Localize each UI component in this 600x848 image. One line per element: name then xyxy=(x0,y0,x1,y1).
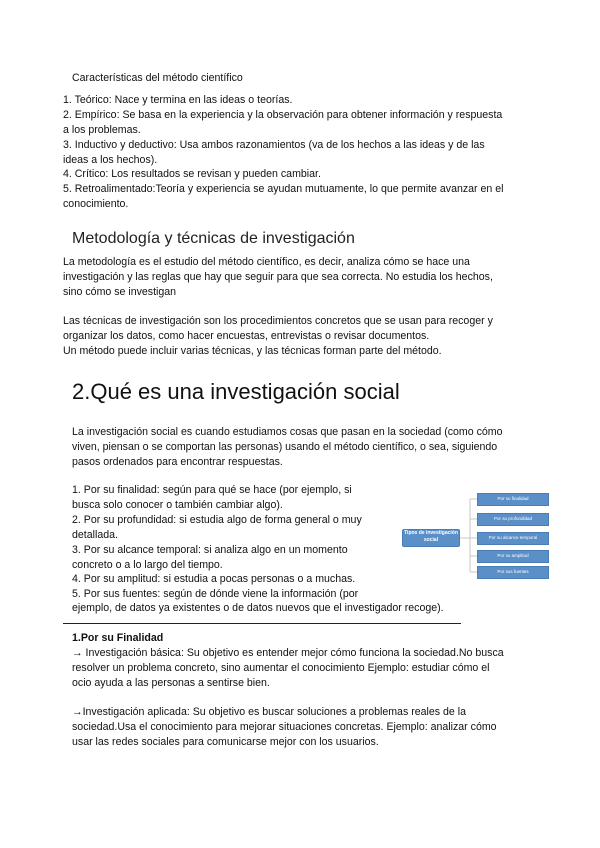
social-research-heading: 2.Qué es una investigación social xyxy=(72,379,400,404)
diagram-branch-amplitud: Por su amplitud xyxy=(477,550,549,563)
methodology-heading: Metodología y técnicas de investigación xyxy=(72,230,355,247)
characteristics-line-7: 5. Retroalimentado:Teoría y experiencia se ayudan mutuamente, lo que permite avanzar en el xyxy=(63,183,504,195)
applied-research-line-3: usar las redes sociales para comunicarse mejor con los usuarios. xyxy=(72,736,379,748)
characteristics-line-5: ideas a los hechos). xyxy=(63,154,158,166)
characteristics-line-2: 2. Empírico: Se basa en la experiencia y la observación para obtener información y respuesta xyxy=(63,109,503,121)
types-list-line-6: concreto o a lo largo del tiempo. xyxy=(72,559,223,571)
methodology-para2-line-2: organizar los datos, como hacer encuestas, entrevistas o revisar documentos. xyxy=(63,330,430,342)
social-research-intro-line-3: pasos ordenados para encontrar respuestas. xyxy=(72,456,283,468)
methodology-para1-line-2: investigación y las reglas que hay que seguir para que sea correcta. No estudia los hechos, xyxy=(63,271,493,283)
types-list-line-1: 1. Por su finalidad: según para qué se hace (por ejemplo, si xyxy=(72,484,352,496)
methodology-para2-line-1: Las técnicas de investigación son los procedimientos concretos que se usan para recoger y xyxy=(63,315,493,327)
basic-research-line-1: → Investigación básica: Su objetivo es entender mejor cómo funciona la sociedad.No busca xyxy=(72,647,504,659)
social-research-intro-line-1: La investigación social es cuando estudiamos cosas que pasan en la sociedad (como cómo xyxy=(72,426,503,438)
characteristics-line-6: 4. Crítico: Los resultados se revisan y pueden cambiar. xyxy=(63,168,321,180)
basic-research-line-3: ocio ayuda a las personas a sentirse bien. xyxy=(72,677,270,689)
basic-research-line-2: resolver un problema concreto, sino aumentar el conocimiento Ejemplo: estudiar cómo el xyxy=(72,662,490,674)
types-list-line-7: 4. Por su amplitud: si estudia a pocas personas o a muchas. xyxy=(72,573,356,585)
social-research-intro-line-2: viven, piensan o se comportan las personas) usando el método científico, o sea, siguiendo xyxy=(72,441,498,453)
applied-research-line-1: →Investigación aplicada: Su objetivo es buscar soluciones a problemas reales de la xyxy=(72,706,466,718)
characteristics-line-8: conocimiento. xyxy=(63,198,129,210)
types-list-line-3: 2. Por su profundidad: si estudia algo de forma general o muy xyxy=(72,514,362,526)
diagram-main-node: Tipos de investigación social xyxy=(402,529,460,547)
types-list-line-2: busca solo conocer o también cambiar algo). xyxy=(72,499,283,511)
horizontal-rule xyxy=(63,623,461,624)
research-types-diagram xyxy=(402,488,550,583)
characteristics-heading: Características del método científico xyxy=(72,72,243,84)
characteristics-line-1: 1. Teórico: Nace y termina en las ideas o teorías. xyxy=(63,94,293,106)
diagram-branch-profundidad: Por su profundidad xyxy=(477,513,549,526)
methodology-para1-line-1: La metodología es el estudio del método científico, es decir, analiza cómo se hace una xyxy=(63,256,470,268)
purpose-heading: 1.Por su Finalidad xyxy=(72,632,164,644)
methodology-para2-line-3: Un método puede incluir varias técnicas, y las técnicas forman parte del método. xyxy=(63,345,442,357)
diagram-branch-finalidad: Por su finalidad xyxy=(477,493,549,506)
characteristics-line-4: 3. Inductivo y deductivo: Usa ambos razonamientos (va de los hechos a las ideas y de las xyxy=(63,139,485,151)
types-list-line-5: 3. Por su alcance temporal: si analiza algo en un momento xyxy=(72,544,348,556)
characteristics-line-3: a los problemas. xyxy=(63,124,141,136)
methodology-para1-line-3: sino cómo se investigan xyxy=(63,286,177,298)
types-list-line-4: detallada. xyxy=(72,529,118,541)
applied-research-line-2: sociedad.Usa el conocimiento para mejorar situaciones concretas. Ejemplo: analizar cómo xyxy=(72,721,497,733)
types-list-line-9: ejemplo, de datos ya existentes o de datos nuevos que el investigador recoge). xyxy=(72,602,444,614)
types-list-line-8: 5. Por sus fuentes: según de dónde viene la información (por xyxy=(72,588,359,600)
diagram-branch-fuentes: Por sus fuentes xyxy=(477,566,549,579)
diagram-branch-alcance: Por su alcance temporal xyxy=(477,532,549,545)
